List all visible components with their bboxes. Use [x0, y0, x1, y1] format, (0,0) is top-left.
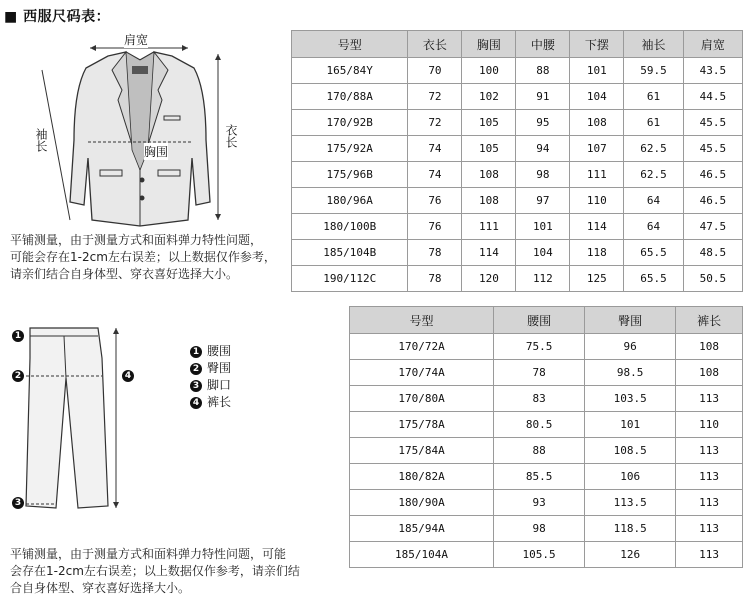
table-cell: 74 [408, 162, 462, 188]
table-cell: 120 [462, 266, 516, 292]
table-cell: 64 [624, 188, 683, 214]
table-cell: 111 [570, 162, 624, 188]
table-cell: 108 [462, 188, 516, 214]
header-cell: 腰围 [494, 307, 585, 334]
table-cell: 72 [408, 110, 462, 136]
table-cell: 113 [676, 542, 743, 568]
table-cell: 93 [494, 490, 585, 516]
table-cell: 88 [516, 58, 570, 84]
table-cell: 44.5 [683, 84, 742, 110]
table-row [350, 516, 743, 542]
table-cell: 113 [676, 438, 743, 464]
table-cell: 180/82A [350, 464, 494, 490]
table-cell: 101 [570, 58, 624, 84]
table-cell: 125 [570, 266, 624, 292]
table-cell: 104 [570, 84, 624, 110]
measurement-note-bottom: 平铺测量，由于测量方式和面料弹力特性问题，可能 会存在1-2cm左右误差；以上数据仅作参考，请亲们结 合自身体型、穿衣喜好选择大小。 [10, 547, 300, 595]
table-row [350, 438, 743, 464]
table-row [292, 240, 743, 266]
table-cell: 170/74A [350, 360, 494, 386]
table-cell: 113.5 [585, 490, 676, 516]
table-cell: 76 [408, 188, 462, 214]
pants-legend [190, 343, 231, 411]
table-cell: 48.5 [683, 240, 742, 266]
sleeve-label: 袖长 [34, 128, 48, 152]
table-cell: 108.5 [585, 438, 676, 464]
table-cell: 175/78A [350, 412, 494, 438]
table-cell: 85.5 [494, 464, 585, 490]
legend-item: 2 臀围 [190, 360, 231, 377]
table-cell: 170/72A [350, 334, 494, 360]
header-cell: 裤长 [676, 307, 743, 334]
table-cell: 170/88A [292, 84, 408, 110]
chest-label: 胸围 [144, 145, 169, 159]
table-cell: 83 [494, 386, 585, 412]
table-cell: 111 [462, 214, 516, 240]
table-cell: 62.5 [624, 162, 683, 188]
marker-length: 4 [122, 370, 134, 382]
table-cell: 70 [408, 58, 462, 84]
header-cell: 号型 [292, 31, 408, 58]
table-row [292, 110, 743, 136]
table-cell: 113 [676, 490, 743, 516]
table-cell: 105.5 [494, 542, 585, 568]
table-row [350, 386, 743, 412]
table-cell: 46.5 [683, 162, 742, 188]
table-row [292, 188, 743, 214]
marker-hip: 2 [12, 370, 24, 382]
table-row [350, 464, 743, 490]
table-cell: 61 [624, 84, 683, 110]
table-row [350, 360, 743, 386]
table-cell: 72 [408, 84, 462, 110]
table-cell: 78 [408, 240, 462, 266]
table-cell: 180/90A [350, 490, 494, 516]
table-header-row [350, 307, 743, 334]
pants-size-table [349, 306, 743, 568]
table-cell: 59.5 [624, 58, 683, 84]
header-cell: 胸围 [462, 31, 516, 58]
table-cell: 180/96A [292, 188, 408, 214]
table-cell: 64 [624, 214, 683, 240]
table-cell: 175/92A [292, 136, 408, 162]
table-cell: 103.5 [585, 386, 676, 412]
table-cell: 107 [570, 136, 624, 162]
table-cell: 74 [408, 136, 462, 162]
header-cell: 肩宽 [683, 31, 742, 58]
table-row [292, 84, 743, 110]
jacket-diagram [30, 30, 280, 235]
jacket-table-body [292, 58, 743, 292]
marker-waist: 1 [12, 330, 24, 342]
table-cell: 112 [516, 266, 570, 292]
table-cell: 110 [570, 188, 624, 214]
table-cell: 118.5 [585, 516, 676, 542]
table-cell: 113 [676, 516, 743, 542]
table-cell: 65.5 [624, 266, 683, 292]
table-cell: 96 [585, 334, 676, 360]
table-cell: 62.5 [624, 136, 683, 162]
table-cell: 94 [516, 136, 570, 162]
table-cell: 78 [494, 360, 585, 386]
table-cell: 114 [462, 240, 516, 266]
table-cell: 113 [676, 464, 743, 490]
table-cell: 100 [462, 58, 516, 84]
table-cell: 95 [516, 110, 570, 136]
table-cell: 126 [585, 542, 676, 568]
table-row [350, 334, 743, 360]
table-cell: 102 [462, 84, 516, 110]
table-cell: 106 [585, 464, 676, 490]
table-cell: 78 [408, 266, 462, 292]
table-cell: 43.5 [683, 58, 742, 84]
table-row [350, 490, 743, 516]
table-cell: 98.5 [585, 360, 676, 386]
table-cell: 175/84A [350, 438, 494, 464]
table-cell: 75.5 [494, 334, 585, 360]
table-row [292, 214, 743, 240]
table-row [292, 58, 743, 84]
table-cell: 108 [462, 162, 516, 188]
table-cell: 108 [676, 360, 743, 386]
jacket-size-table [291, 30, 743, 292]
header-cell: 衣长 [408, 31, 462, 58]
table-cell: 88 [494, 438, 585, 464]
table-cell: 118 [570, 240, 624, 266]
pants-table-body [350, 334, 743, 568]
page-title: ■ 西服尺码表： [4, 9, 111, 25]
table-cell: 98 [516, 162, 570, 188]
table-cell: 114 [570, 214, 624, 240]
table-cell: 113 [676, 386, 743, 412]
legend-item: 1 腰围 [190, 343, 231, 360]
table-cell: 180/100B [292, 214, 408, 240]
table-cell: 45.5 [683, 136, 742, 162]
table-row [292, 266, 743, 292]
table-cell: 165/84Y [292, 58, 408, 84]
legend-item: 4 裤长 [190, 394, 231, 411]
table-row [350, 542, 743, 568]
table-cell: 98 [494, 516, 585, 542]
header-cell: 号型 [350, 307, 494, 334]
table-row [292, 162, 743, 188]
pants-diagram [8, 318, 138, 518]
table-cell: 170/80A [350, 386, 494, 412]
table-cell: 110 [676, 412, 743, 438]
header-cell: 袖长 [624, 31, 683, 58]
table-cell: 50.5 [683, 266, 742, 292]
table-cell: 101 [516, 214, 570, 240]
table-row [350, 412, 743, 438]
table-cell: 190/112C [292, 266, 408, 292]
marker-hem: 3 [12, 497, 24, 509]
table-cell: 108 [570, 110, 624, 136]
legend-item: 3 脚口 [190, 377, 231, 394]
header-cell: 中腰 [516, 31, 570, 58]
shoulder-label: 肩宽 [124, 33, 149, 47]
table-cell: 65.5 [624, 240, 683, 266]
table-cell: 97 [516, 188, 570, 214]
table-cell: 105 [462, 110, 516, 136]
length-label: 衣长 [224, 124, 238, 148]
table-cell: 108 [676, 334, 743, 360]
table-cell: 170/92B [292, 110, 408, 136]
table-header-row [292, 31, 743, 58]
measurement-note-top: 平铺测量，由于测量方式和面料弹力特性问题， 可能会存在1-2cm左右误差；以上数据仅作参考， 请亲们结合自身体型、穿衣喜好选择大小。 [10, 233, 276, 281]
table-cell: 45.5 [683, 110, 742, 136]
table-cell: 175/96B [292, 162, 408, 188]
table-cell: 185/94A [350, 516, 494, 542]
table-cell: 185/104A [350, 542, 494, 568]
header-cell: 臀围 [585, 307, 676, 334]
table-row [292, 136, 743, 162]
table-cell: 105 [462, 136, 516, 162]
table-cell: 80.5 [494, 412, 585, 438]
header-cell: 下摆 [570, 31, 624, 58]
table-cell: 185/104B [292, 240, 408, 266]
table-cell: 47.5 [683, 214, 742, 240]
table-cell: 76 [408, 214, 462, 240]
table-cell: 101 [585, 412, 676, 438]
table-cell: 104 [516, 240, 570, 266]
table-cell: 91 [516, 84, 570, 110]
table-cell: 61 [624, 110, 683, 136]
table-cell: 46.5 [683, 188, 742, 214]
